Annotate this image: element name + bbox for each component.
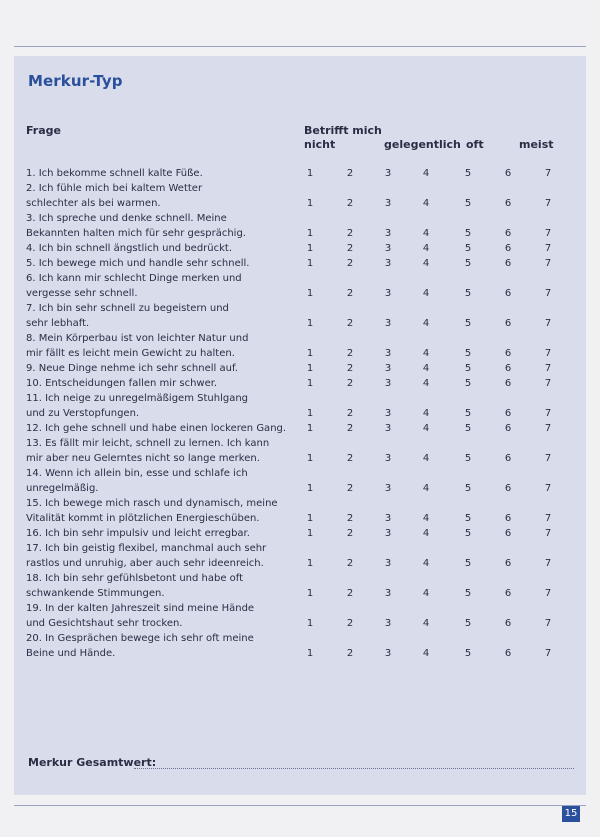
header-meist: meist — [519, 138, 554, 151]
scale-option-6[interactable]: 6 — [504, 258, 512, 269]
scale-option-2[interactable]: 2 — [346, 648, 354, 659]
scale-option-7[interactable]: 7 — [544, 288, 552, 299]
scale-option-7[interactable]: 7 — [544, 243, 552, 254]
scale-option-5[interactable]: 5 — [464, 348, 472, 359]
scale-option-5[interactable]: 5 — [464, 168, 472, 179]
scale-option-4[interactable]: 4 — [422, 348, 430, 359]
scale-option-6[interactable]: 6 — [504, 423, 512, 434]
question-text — [26, 361, 302, 376]
scale-option-1[interactable]: 1 — [306, 558, 314, 569]
scale-option-2[interactable]: 2 — [346, 453, 354, 464]
scale-option-5[interactable]: 5 — [464, 198, 472, 209]
scale-option-5[interactable]: 5 — [464, 243, 472, 254]
scale-option-4[interactable]: 4 — [422, 453, 430, 464]
header-betrifft-line1: Betrifft mich — [304, 124, 382, 137]
question-text — [26, 391, 302, 421]
scale-option-2[interactable]: 2 — [346, 288, 354, 299]
scale-option-6[interactable]: 6 — [504, 318, 512, 329]
scale-option-3[interactable]: 3 — [384, 423, 392, 434]
header-betrifft — [304, 124, 382, 152]
scale-option-5[interactable]: 5 — [464, 618, 472, 629]
question-text — [26, 376, 302, 391]
scale-option-6[interactable]: 6 — [504, 648, 512, 659]
question-line: 18. Ich bin sehr gefühlsbetont und habe oft — [26, 573, 244, 584]
question-line: 8. Mein Körperbau ist von leichter Natur und — [26, 333, 249, 344]
scale-option-4[interactable]: 4 — [422, 363, 430, 374]
scale-option-6[interactable]: 6 — [504, 528, 512, 539]
scale-option-7[interactable]: 7 — [544, 228, 552, 239]
scale-option-4[interactable]: 4 — [422, 243, 430, 254]
question-line: 15. Ich bewege mich rasch und dynamisch, meine — [26, 498, 278, 509]
scale-option-5[interactable]: 5 — [464, 408, 472, 419]
scale-option-5[interactable]: 5 — [464, 363, 472, 374]
scale-option-2[interactable]: 2 — [346, 348, 354, 359]
scale-option-3[interactable]: 3 — [384, 288, 392, 299]
scale-option-7[interactable]: 7 — [544, 258, 552, 269]
scale-option-6[interactable]: 6 — [504, 408, 512, 419]
scale-option-1[interactable]: 1 — [306, 378, 314, 389]
scale-option-1[interactable]: 1 — [306, 318, 314, 329]
question-line: 3. Ich spreche und denke schnell. Meine — [26, 213, 227, 224]
question-text — [26, 256, 302, 271]
scale-option-3[interactable]: 3 — [384, 198, 392, 209]
scale-option-2[interactable]: 2 — [346, 423, 354, 434]
scale-option-4[interactable]: 4 — [422, 288, 430, 299]
question-text — [26, 301, 302, 331]
question-text — [26, 631, 302, 661]
scale-option-1[interactable]: 1 — [306, 528, 314, 539]
scale-option-7[interactable]: 7 — [544, 168, 552, 179]
total-label: Merkur Gesamtwert: — [28, 756, 157, 769]
scale-option-1[interactable]: 1 — [306, 168, 314, 179]
scale-option-2[interactable]: 2 — [346, 528, 354, 539]
scale-option-2[interactable]: 2 — [346, 243, 354, 254]
scale-option-7[interactable]: 7 — [544, 363, 552, 374]
scale-option-4[interactable]: 4 — [422, 513, 430, 524]
scale-option-5[interactable]: 5 — [464, 378, 472, 389]
scale-option-6[interactable]: 6 — [504, 363, 512, 374]
scale-option-4[interactable]: 4 — [422, 318, 430, 329]
question-text — [26, 541, 302, 571]
question-line: rastlos und unruhig, aber auch sehr ideenreich. — [26, 558, 264, 569]
question-line: schlechter als bei warmen. — [26, 198, 161, 209]
question-line: vergesse sehr schnell. — [26, 288, 138, 299]
scale-option-7[interactable]: 7 — [544, 318, 552, 329]
question-line: schwankende Stimmungen. — [26, 588, 165, 599]
question-line: unregelmäßig. — [26, 483, 99, 494]
question-line: Beine und Hände. — [26, 648, 116, 659]
scale-option-4[interactable]: 4 — [422, 588, 430, 599]
question-line: 5. Ich bewege mich und handle sehr schnell. — [26, 258, 250, 269]
scale-option-3[interactable]: 3 — [384, 228, 392, 239]
scale-option-1[interactable]: 1 — [306, 453, 314, 464]
question-line: mir fällt es leicht mein Gewicht zu halten. — [26, 348, 235, 359]
question-text — [26, 421, 302, 436]
scale-option-3[interactable]: 3 — [384, 168, 392, 179]
scale-option-4[interactable]: 4 — [422, 618, 430, 629]
question-line: 14. Wenn ich allein bin, esse und schlafe ich — [26, 468, 248, 479]
scale-option-4[interactable]: 4 — [422, 558, 430, 569]
scale-option-1[interactable]: 1 — [306, 618, 314, 629]
question-text — [26, 601, 302, 631]
scale-option-6[interactable]: 6 — [504, 618, 512, 629]
scale-option-4[interactable]: 4 — [422, 228, 430, 239]
scale-option-4[interactable]: 4 — [422, 528, 430, 539]
question-text — [26, 211, 302, 241]
question-line: sehr lebhaft. — [26, 318, 90, 329]
scale-option-1[interactable]: 1 — [306, 258, 314, 269]
scale-option-3[interactable]: 3 — [384, 483, 392, 494]
question-text — [26, 571, 302, 601]
scale-option-3[interactable]: 3 — [384, 363, 392, 374]
scale-option-3[interactable]: 3 — [384, 378, 392, 389]
page-number: 15 — [562, 806, 580, 822]
question-text — [26, 166, 302, 181]
scale-option-6[interactable]: 6 — [504, 228, 512, 239]
scale-option-2[interactable]: 2 — [346, 363, 354, 374]
scale-option-1[interactable]: 1 — [306, 198, 314, 209]
scale-option-7[interactable]: 7 — [544, 423, 552, 434]
scale-option-3[interactable]: 3 — [384, 453, 392, 464]
header-gelegentlich: gelegentlich — [384, 138, 461, 151]
scale-option-5[interactable]: 5 — [464, 483, 472, 494]
scale-option-4[interactable]: 4 — [422, 423, 430, 434]
scale-option-5[interactable]: 5 — [464, 528, 472, 539]
scale-option-5[interactable]: 5 — [464, 288, 472, 299]
scale-option-3[interactable]: 3 — [384, 588, 392, 599]
scale-option-7[interactable]: 7 — [544, 453, 552, 464]
scale-option-3[interactable]: 3 — [384, 348, 392, 359]
question-text — [26, 271, 302, 301]
scale-option-6[interactable]: 6 — [504, 558, 512, 569]
scale-option-4[interactable]: 4 — [422, 168, 430, 179]
scale-option-4[interactable]: 4 — [422, 258, 430, 269]
question-line: 10. Entscheidungen fallen mir schwer. — [26, 378, 218, 389]
scale-option-7[interactable]: 7 — [544, 558, 552, 569]
scale-option-6[interactable]: 6 — [504, 513, 512, 524]
question-text — [26, 181, 302, 211]
scale-option-7[interactable]: 7 — [544, 483, 552, 494]
scale-option-4[interactable]: 4 — [422, 378, 430, 389]
question-line: und zu Verstopfungen. — [26, 408, 140, 419]
scale-option-4[interactable]: 4 — [422, 483, 430, 494]
question-line: 20. In Gesprächen bewege ich sehr oft meine — [26, 633, 254, 644]
scale-option-3[interactable]: 3 — [384, 558, 392, 569]
question-text — [26, 496, 302, 526]
question-text — [26, 526, 302, 541]
scale-option-1[interactable]: 1 — [306, 483, 314, 494]
scale-option-7[interactable]: 7 — [544, 378, 552, 389]
scale-option-5[interactable]: 5 — [464, 558, 472, 569]
scale-option-6[interactable]: 6 — [504, 453, 512, 464]
scale-option-5[interactable]: 5 — [464, 423, 472, 434]
scale-option-3[interactable]: 3 — [384, 528, 392, 539]
scale-option-5[interactable]: 5 — [464, 228, 472, 239]
scale-option-6[interactable]: 6 — [504, 243, 512, 254]
scale-option-2[interactable]: 2 — [346, 618, 354, 629]
scale-option-1[interactable]: 1 — [306, 588, 314, 599]
question-text — [26, 436, 302, 466]
bottom-rule — [14, 805, 586, 806]
question-line: 16. Ich bin sehr impulsiv und leicht erregbar. — [26, 528, 250, 539]
scale-option-2[interactable]: 2 — [346, 378, 354, 389]
scale-option-5[interactable]: 5 — [464, 588, 472, 599]
scale-option-6[interactable]: 6 — [504, 288, 512, 299]
top-rule — [14, 46, 586, 47]
scale-option-6[interactable]: 6 — [504, 378, 512, 389]
scale-option-6[interactable]: 6 — [504, 348, 512, 359]
scale-option-6[interactable]: 6 — [504, 168, 512, 179]
scale-option-7[interactable]: 7 — [544, 648, 552, 659]
header-betrifft-line2: nicht — [304, 138, 336, 151]
questionnaire-card — [14, 56, 586, 795]
page-title: Merkur-Typ — [28, 72, 123, 90]
scale-option-2[interactable]: 2 — [346, 168, 354, 179]
question-line: 19. In der kalten Jahreszeit sind meine Hände — [26, 603, 255, 614]
scale-option-2[interactable]: 2 — [346, 513, 354, 524]
question-line: 17. Ich bin geistig flexibel, manchmal auch sehr — [26, 543, 267, 554]
scale-option-2[interactable]: 2 — [346, 198, 354, 209]
scale-option-5[interactable]: 5 — [464, 258, 472, 269]
question-line: 2. Ich fühle mich bei kaltem Wetter — [26, 183, 203, 194]
total-entry-line[interactable] — [134, 768, 574, 769]
scale-option-3[interactable]: 3 — [384, 648, 392, 659]
scale-option-2[interactable]: 2 — [346, 258, 354, 269]
scale-option-7[interactable]: 7 — [544, 618, 552, 629]
scale-option-1[interactable]: 1 — [306, 228, 314, 239]
scale-option-5[interactable]: 5 — [464, 318, 472, 329]
question-text — [26, 466, 302, 496]
scale-option-2[interactable]: 2 — [346, 228, 354, 239]
scale-option-4[interactable]: 4 — [422, 198, 430, 209]
question-line: 1. Ich bekomme schnell kalte Füße. — [26, 168, 203, 179]
question-line: mir aber neu Gelerntes nicht so lange merken. — [26, 453, 260, 464]
scale-option-1[interactable]: 1 — [306, 513, 314, 524]
scale-option-7[interactable]: 7 — [544, 528, 552, 539]
scale-option-1[interactable]: 1 — [306, 243, 314, 254]
scale-option-2[interactable]: 2 — [346, 483, 354, 494]
scale-option-2[interactable]: 2 — [346, 558, 354, 569]
scale-option-3[interactable]: 3 — [384, 618, 392, 629]
scale-option-3[interactable]: 3 — [384, 513, 392, 524]
scale-option-1[interactable]: 1 — [306, 288, 314, 299]
question-line: und Gesichtshaut sehr trocken. — [26, 618, 183, 629]
question-text — [26, 241, 302, 256]
scale-option-5[interactable]: 5 — [464, 453, 472, 464]
scale-option-6[interactable]: 6 — [504, 483, 512, 494]
scale-option-3[interactable]: 3 — [384, 318, 392, 329]
question-line: 4. Ich bin schnell ängstlich und bedrückt. — [26, 243, 233, 254]
scale-option-7[interactable]: 7 — [544, 348, 552, 359]
question-line: 9. Neue Dinge nehme ich sehr schnell auf. — [26, 363, 238, 374]
scale-option-6[interactable]: 6 — [504, 198, 512, 209]
scale-option-7[interactable]: 7 — [544, 588, 552, 599]
scale-option-1[interactable]: 1 — [306, 348, 314, 359]
scale-option-7[interactable]: 7 — [544, 408, 552, 419]
question-line: 13. Es fällt mir leicht, schnell zu lernen. Ich kann — [26, 438, 270, 449]
scale-option-2[interactable]: 2 — [346, 318, 354, 329]
scale-option-7[interactable]: 7 — [544, 198, 552, 209]
question-line: Vitalität kommt in plötzlichen Energieschüben. — [26, 513, 260, 524]
question-line: 12. Ich gehe schnell und habe einen lockeren Gang. — [26, 423, 287, 434]
question-line: 11. Ich neige zu unregelmäßigem Stuhlgang — [26, 393, 249, 404]
scale-option-5[interactable]: 5 — [464, 648, 472, 659]
question-line: 7. Ich bin sehr schnell zu begeistern und — [26, 303, 229, 314]
scale-option-1[interactable]: 1 — [306, 408, 314, 419]
scale-option-4[interactable]: 4 — [422, 408, 430, 419]
scale-option-2[interactable]: 2 — [346, 408, 354, 419]
scale-option-3[interactable]: 3 — [384, 243, 392, 254]
scale-option-5[interactable]: 5 — [464, 513, 472, 524]
question-text — [26, 331, 302, 361]
scale-option-3[interactable]: 3 — [384, 258, 392, 269]
scale-option-1[interactable]: 1 — [306, 423, 314, 434]
scale-option-1[interactable]: 1 — [306, 648, 314, 659]
question-line: Bekannten halten mich für sehr gesprächig. — [26, 228, 246, 239]
header-oft: oft — [466, 138, 484, 151]
scale-option-6[interactable]: 6 — [504, 588, 512, 599]
scale-option-3[interactable]: 3 — [384, 408, 392, 419]
question-line: 6. Ich kann mir schlecht Dinge merken und — [26, 273, 242, 284]
scale-option-7[interactable]: 7 — [544, 513, 552, 524]
header-frage: Frage — [26, 124, 61, 137]
scale-option-4[interactable]: 4 — [422, 648, 430, 659]
scale-option-2[interactable]: 2 — [346, 588, 354, 599]
scale-option-1[interactable]: 1 — [306, 363, 314, 374]
